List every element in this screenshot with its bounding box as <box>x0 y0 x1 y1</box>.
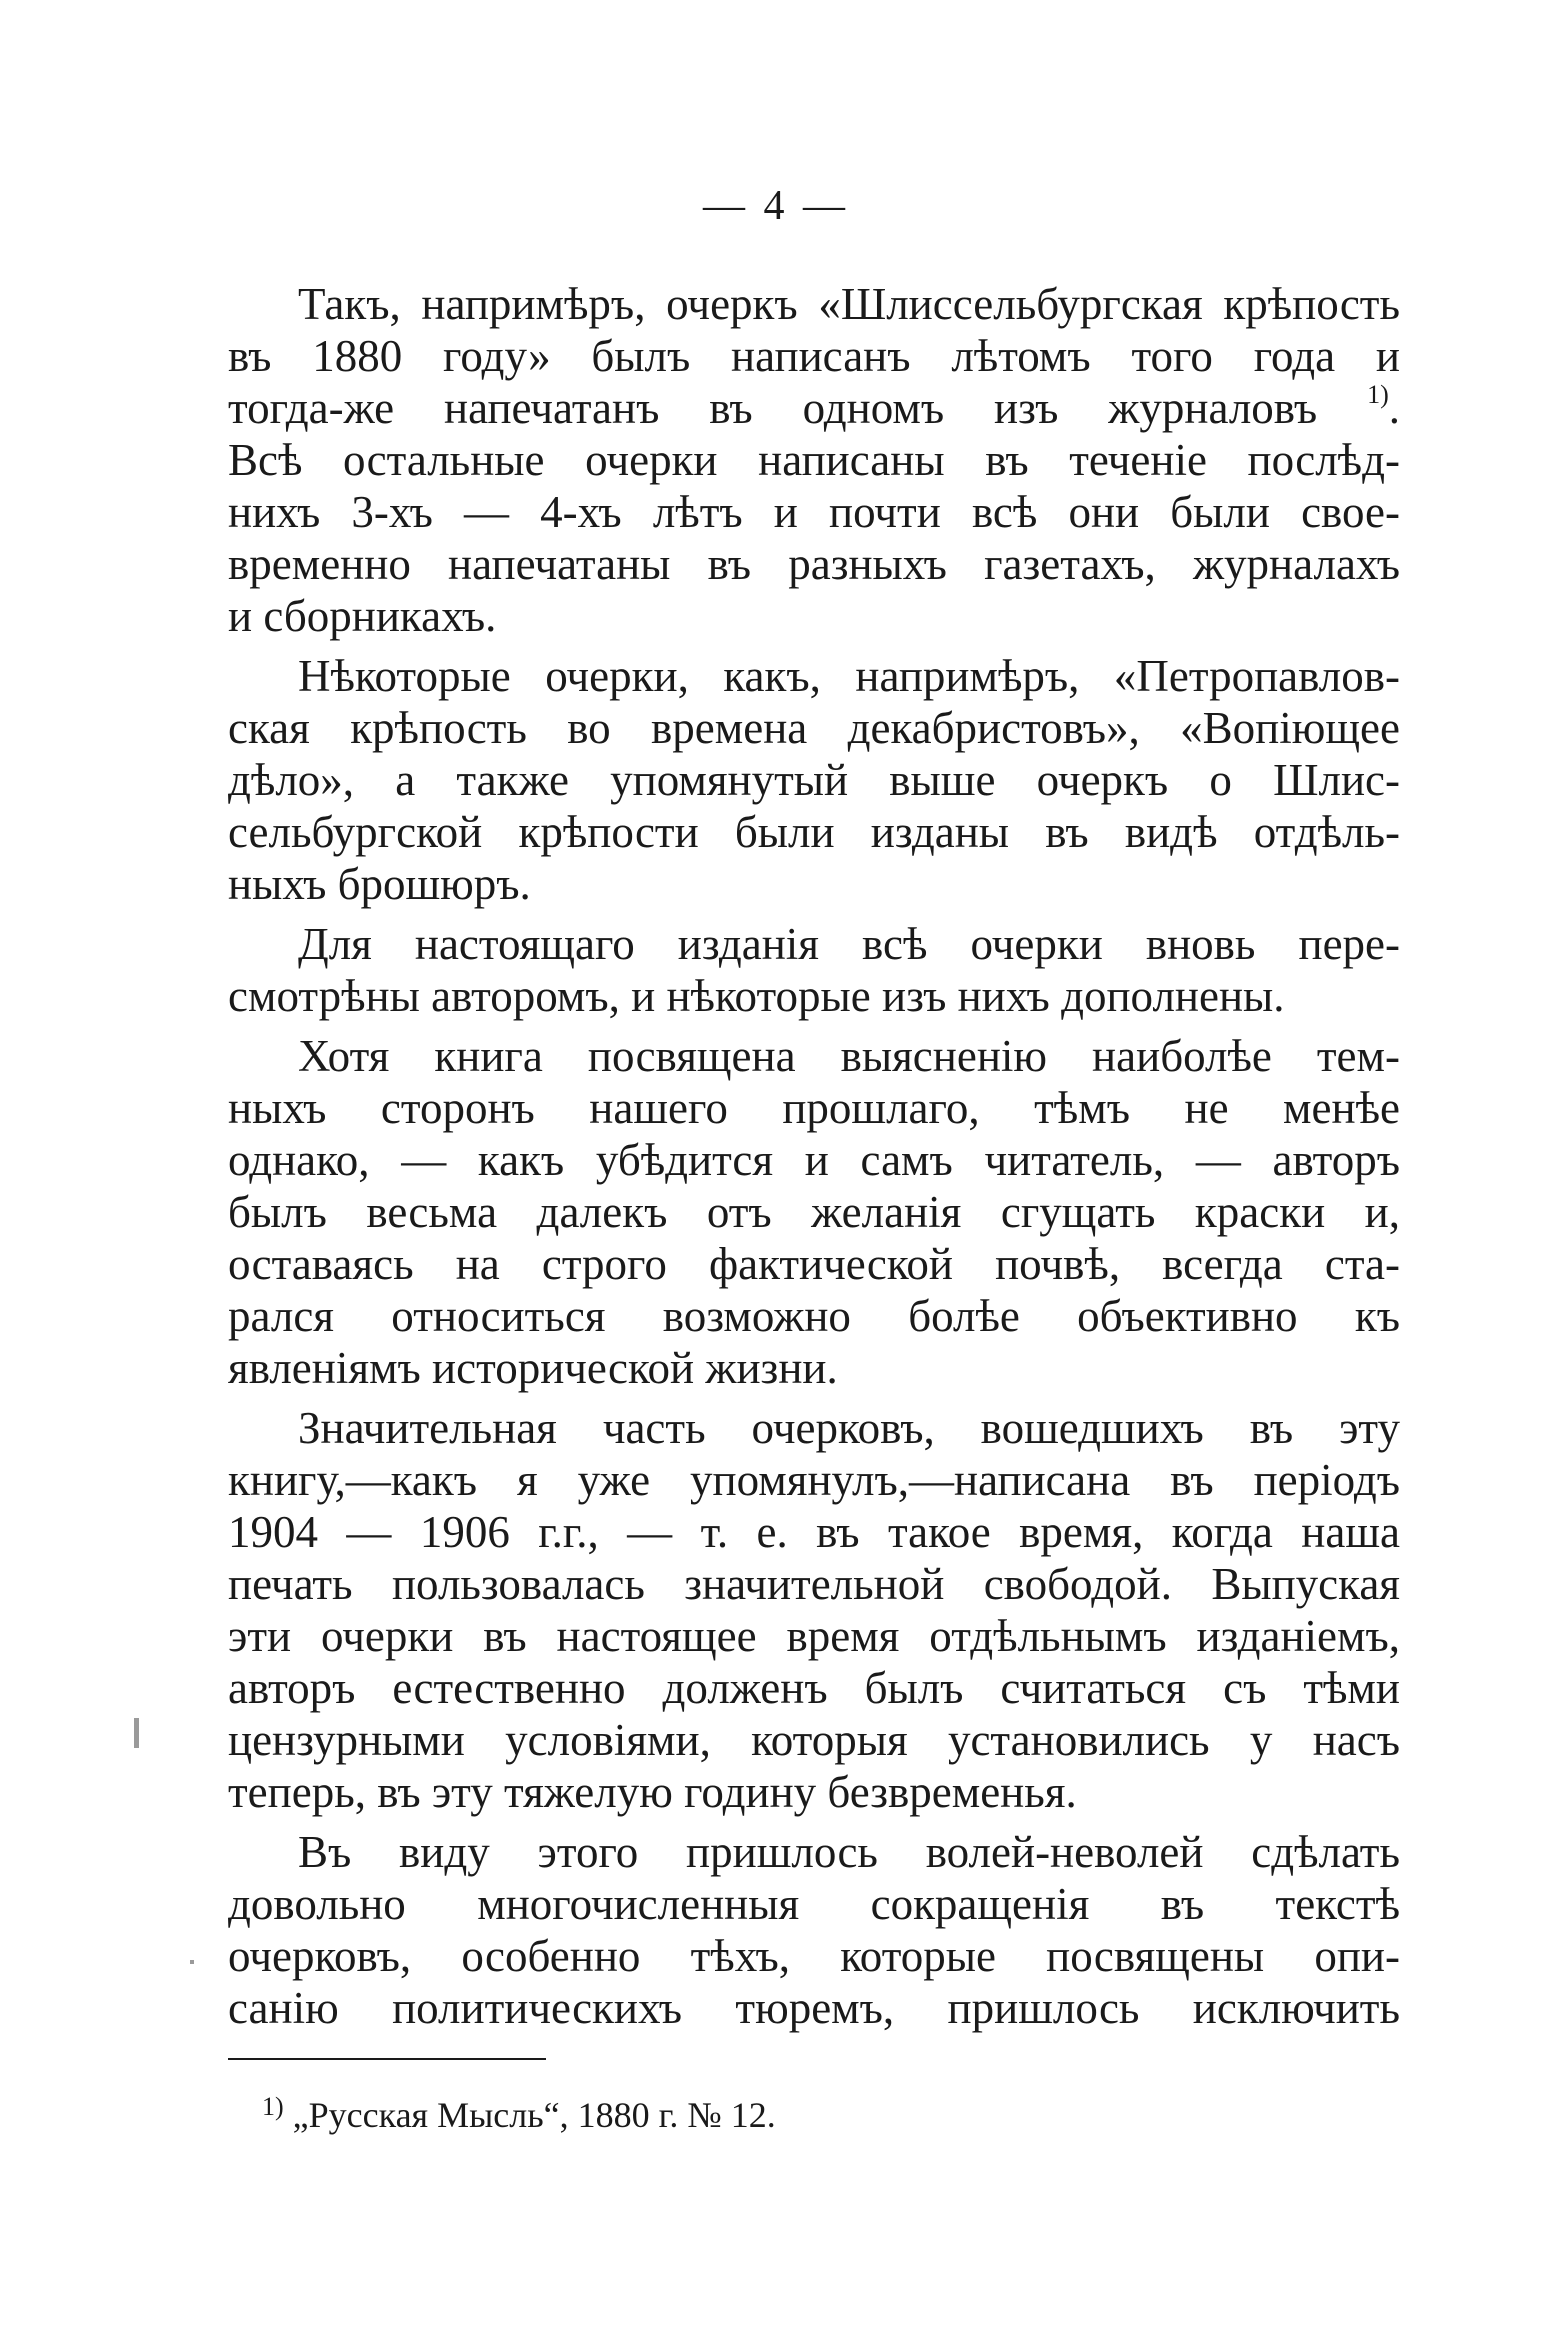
footnote <box>262 2094 776 2136</box>
text-line: цензурными условіями, которыя установились у насъ <box>228 1715 1400 1765</box>
footnote-ref-number: 1 <box>1367 380 1381 409</box>
text-line: Хотя книга посвящена выясненію наиболѣе тем- <box>298 1031 1400 1081</box>
text-line-segment: тогда-же напечатанъ въ одномъ изъ журналовъ <box>228 383 1318 433</box>
text-line: Всѣ остальные очерки написаны въ теченіе послѣд- <box>228 435 1400 485</box>
paragraph <box>228 1826 1400 2034</box>
text-line: дѣло», а также упомянутый выше очеркъ о Шлис- <box>228 755 1400 805</box>
text-line-with-footnote: тогда-же напечатанъ въ одномъ изъ журналовъ $^{1)}$. <box>228 380 1401 433</box>
paragraph <box>228 650 1400 910</box>
text-line: явленіямъ исторической жизни. <box>228 1343 838 1393</box>
paragraph <box>228 918 1400 1022</box>
paragraph <box>228 1030 1400 1394</box>
text-line: книгу,—какъ я уже упомянулъ,—написана въ періодъ <box>228 1455 1400 1505</box>
text-line: Для настоящаго изданія всѣ очерки вновь пере- <box>298 919 1400 969</box>
scan-speck <box>190 1960 194 1964</box>
text-line: довольно многочисленныя сокращенія въ текстѣ <box>228 1879 1400 1929</box>
paragraph <box>228 278 1400 642</box>
text-line: сельбургской крѣпости были изданы въ видѣ отдѣль- <box>228 807 1400 857</box>
text-line: былъ весьма далекъ отъ желанія сгущать краски и, <box>228 1187 1400 1237</box>
text-line: рался относиться возможно болѣе объективно къ <box>228 1291 1400 1341</box>
text-line: санію политическихъ тюремъ, пришлось исключить <box>228 1983 1400 2033</box>
text-line: Нѣкоторые очерки, какъ, напримѣръ, «Петропавлов- <box>298 651 1400 701</box>
text-line: Такъ, напримѣръ, очеркъ «Шлиссельбургская крѣпость <box>298 279 1400 329</box>
text-line: ныхъ сторонъ нашего прошлаго, тѣмъ не менѣе <box>228 1083 1400 1133</box>
footnote-text: „Русская Мысль“, 1880 г. № 12. <box>292 2095 776 2135</box>
body-text <box>228 278 1400 2034</box>
footnote-marker-number: 1 <box>262 2092 275 2121</box>
text-line: теперь, въ эту тяжелую годину безвременья. <box>228 1767 1077 1817</box>
text-line: въ 1880 году» былъ написанъ лѣтомъ того года и <box>228 331 1400 381</box>
text-line: Въ виду этого пришлось волей-неволей сдѣлать <box>298 1827 1400 1877</box>
text-line: смотрѣны авторомъ, и нѣкоторые изъ нихъ дополнены. <box>228 971 1285 1021</box>
text-line: эти очерки въ настоящее время отдѣльнымъ изданіемъ, <box>228 1611 1400 1661</box>
footnote-separator <box>228 2058 546 2060</box>
text-line: и сборникахъ. <box>228 591 497 641</box>
text-line: авторъ естественно долженъ былъ считаться съ тѣми <box>228 1663 1400 1713</box>
text-line: Значительная часть очерковъ, вошедшихъ въ эту <box>298 1403 1400 1453</box>
text-line: однако, — какъ убѣдится и самъ читатель, — авторъ <box>228 1135 1400 1185</box>
text-line: временно напечатаны въ разныхъ газетахъ, журналахъ <box>228 539 1400 589</box>
text-line: оставаясь на строго фактической почвѣ, всегда ста- <box>228 1239 1400 1289</box>
text-line: ская крѣпость во времена декабристовъ», «Вопіющее <box>228 703 1400 753</box>
paragraph <box>228 1402 1400 1818</box>
page-number: — 4 — <box>703 183 849 229</box>
footnote-ref[interactable]: 1) <box>1367 380 1389 409</box>
scan-speck <box>134 1718 139 1748</box>
text-line: нихъ 3-хъ — 4-хъ лѣтъ и почти всѣ они были свое- <box>228 487 1400 537</box>
text-line: очерковъ, особенно тѣхъ, которые посвящены опи- <box>228 1931 1400 1981</box>
footnote-marker: 1) <box>262 2092 284 2121</box>
text-line: 1904 — 1906 г.г., — т. е. въ такое время, когда наша <box>228 1507 1400 1557</box>
text-line: печать пользовалась значительной свободой. Выпуская <box>228 1559 1400 1609</box>
text-line: ныхъ брошюръ. <box>228 859 531 909</box>
